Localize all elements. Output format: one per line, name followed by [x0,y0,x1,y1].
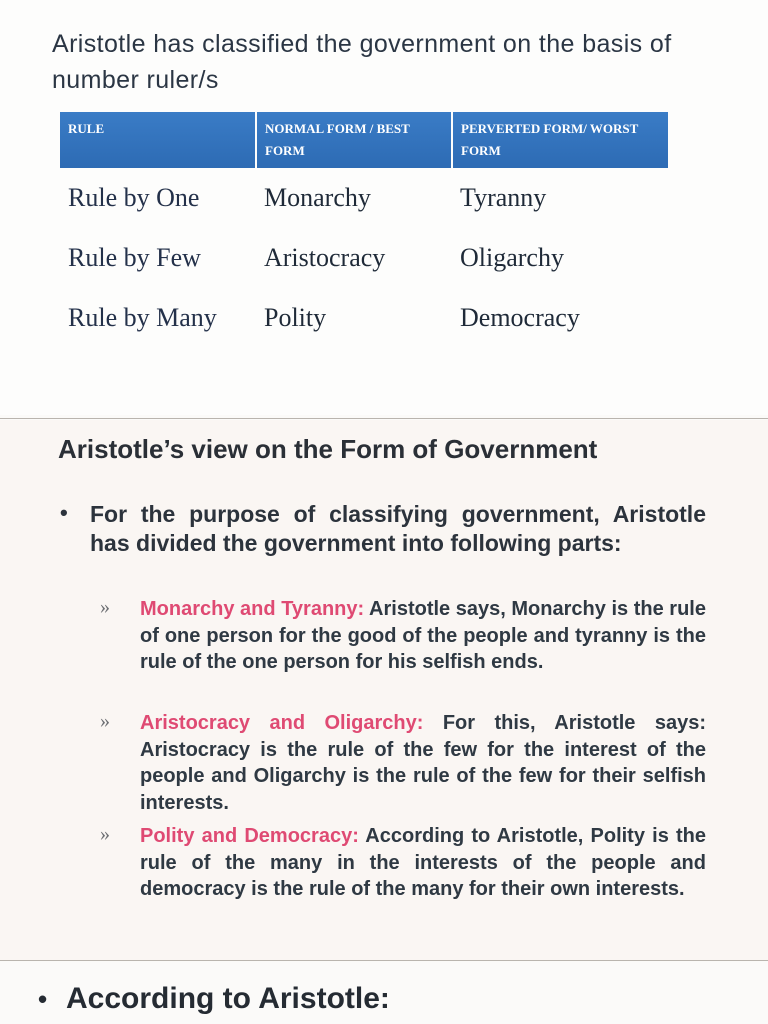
cell-rule: Rule by Few [68,243,201,272]
cell-normal-form: Aristocracy [264,243,386,272]
bullet-icon: • [60,500,68,525]
header-perverted-form: PERVERTED FORM/ WORST FORM [452,112,668,168]
bullet-icon: • [38,984,48,1014]
sub-item-body: Aristotle says, Monarchy is the rule of one person for the good of the people and tyranny is the rule of the one person for his selfish ends. [140,598,706,673]
table-header-row [60,112,668,168]
slide-title: Aristotle has classified the government on the basis of number ruler/s [52,30,672,94]
sub-item-term: Aristocracy and Oligarchy: [140,712,424,734]
sub-item-text [140,596,706,676]
slide-classification [0,0,768,415]
slide-divider [0,960,768,961]
table-row [60,168,668,228]
sub-item-body: According to Aristotle, Polity is the rule of the many in the interests of the people and democracy is the rule of the many for their own interests. [140,825,706,900]
sub-item-text [140,710,706,816]
sub-item-term: Monarchy and Tyranny: [140,598,365,620]
slide-aristotle-view [0,420,768,960]
bullet-text: According to Aristotle: [66,982,390,1015]
sub-item-term: Polity and Democracy: [140,825,359,847]
classification-table [60,112,668,348]
chevron-right-icon: » [100,710,110,732]
table-row [60,228,668,288]
chevron-right-icon: » [100,823,110,845]
cell-rule: Rule by Many [68,303,217,332]
cell-normal-form: Monarchy [264,183,371,212]
cell-perverted-form: Oligarchy [460,243,564,272]
slide-divider [0,418,768,419]
cell-rule: Rule by One [68,183,200,212]
slide-heading: Aristotle’s view on the Form of Government [58,434,598,464]
chevron-right-icon: » [100,596,110,618]
table-row [60,288,668,348]
header-rule: RULE [60,112,256,168]
slide-according-to-aristotle [0,962,768,1024]
cell-normal-form: Polity [264,303,327,332]
header-normal-form: NORMAL FORM / BEST FORM [256,112,452,168]
bullet-text: For the purpose of classifying government, Aristotle has divided the government into following parts: [90,501,706,556]
cell-perverted-form: Democracy [460,303,580,332]
sub-item-body: For this, Aristotle says: Aristocracy is the rule of the few for the interest of the people and Oligarchy is the rule of the few for their selfish interests. [140,712,706,814]
cell-perverted-form: Tyranny [460,183,547,212]
sub-item-text [140,823,706,903]
